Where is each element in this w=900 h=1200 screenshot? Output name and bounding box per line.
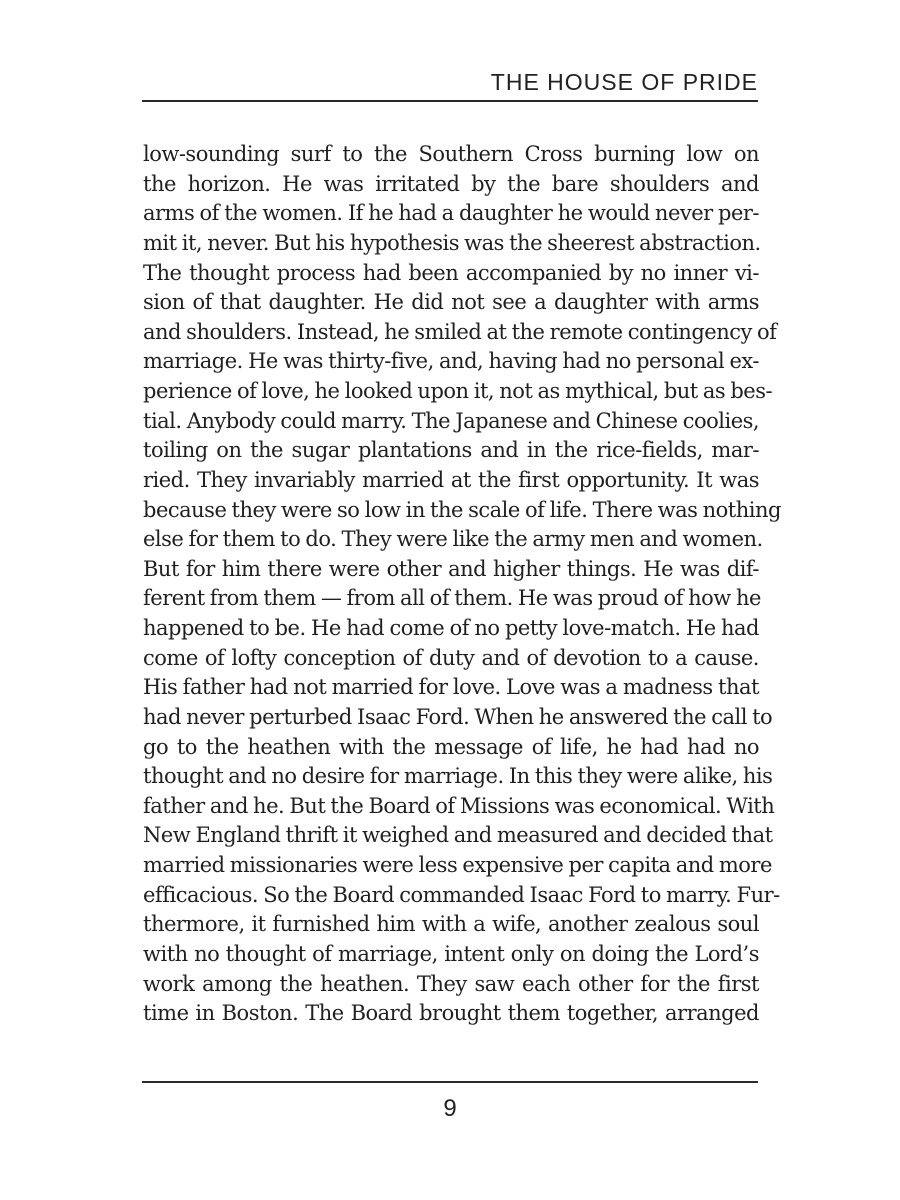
text-line: the horizon. He was irritated by the bare shoulders and: [143, 171, 759, 196]
text-line: had never perturbed Isaac Ford. When he answered the call to: [143, 704, 773, 729]
header-rule: [142, 100, 758, 102]
text-line: ferent from them — from all of them. He was proud of how he: [143, 586, 761, 611]
text-line: tial. Anybody could marry. The Japanese and Chinese coolies,: [143, 408, 760, 433]
text-line: arms of the women. If he had a daughter he would never per-: [143, 201, 759, 226]
text-line: But for him there were other and higher things. He was dif-: [143, 556, 759, 581]
text-line: mit it, never. But his hypothesis was the sheerest abstraction.: [143, 230, 761, 255]
text-line: come of lofty conception of duty and of devotion to a cause.: [143, 645, 759, 670]
text-line: else for them to do. They were like the army men and women.: [143, 527, 763, 552]
text-line: go to the heathen with the message of life, he had had no: [143, 734, 759, 759]
body-text: [143, 140, 781, 1029]
text-line: sion of that daughter. He did not see a daughter with arms: [143, 290, 759, 315]
text-line: married missionaries were less expensive per capita and more: [143, 853, 772, 877]
text-line: New England thrift it weighed and measured and decided that: [143, 823, 773, 848]
footer-rule: [142, 1081, 758, 1083]
text-line: and shoulders. Instead, he smiled at the remote contingency of: [143, 319, 777, 344]
text-line: ried. They invariably married at the first opportunity. It was: [143, 467, 759, 492]
text-line: thermore, it furnished him with a wife, another zealous soul: [143, 912, 759, 937]
text-line: father and he. But the Board of Missions was economical. With: [143, 793, 775, 818]
text-line: with no thought of marriage, intent only on doing the Lord’s: [143, 941, 759, 966]
text-line: efficacious. So the Board commanded Isaac Ford to marry. Fur-: [143, 882, 780, 907]
text-line: work among the heathen. They saw each other for the first: [143, 971, 759, 996]
text-line: because they were so low in the scale of life. There was nothing: [143, 497, 781, 522]
text-line: His father had not married for love. Love was a madness that: [143, 675, 759, 700]
page-number: 9: [443, 1095, 457, 1122]
text-line: marriage. He was thirty-five, and, having had no personal ex-: [143, 349, 759, 374]
text-line: happened to be. He had come of no petty love-match. He had: [143, 616, 759, 640]
running-head-title: THE HOUSE OF PRIDE: [490, 69, 758, 95]
text-line: perience of love, he looked upon it, not as mythical, but as bes-: [143, 379, 773, 403]
text-line: The thought process had been accompanied by no inner vi-: [143, 260, 759, 285]
text-line: time in Boston. The Board brought them together, arranged: [143, 1001, 759, 1026]
text-line: toiling on the sugar plantations and in the rice-fields, mar-: [143, 438, 759, 463]
text-line: thought and no desire for marriage. In this they were alike, his: [143, 764, 773, 789]
text-line: low-sounding surf to the Southern Cross burning low on: [143, 142, 759, 166]
